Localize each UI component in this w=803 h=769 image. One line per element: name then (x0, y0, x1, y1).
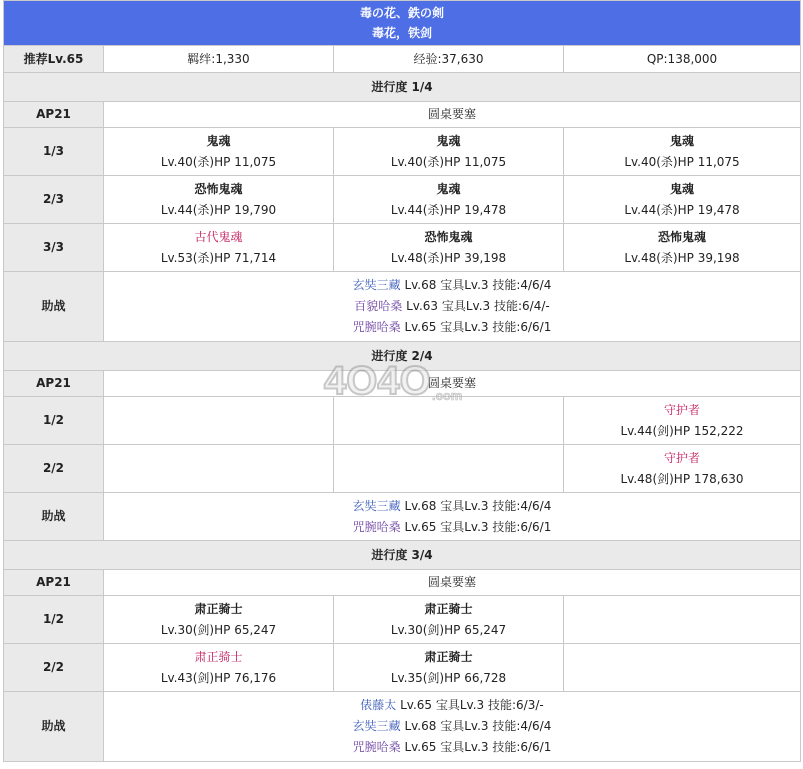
enemy-cell (564, 176, 801, 224)
support-servant-name[interactable]: 玄奘三藏 (352, 278, 401, 292)
enemy-name: 守护者 (664, 450, 701, 465)
wave-row (4, 176, 801, 224)
wave-label: 3/3 (4, 224, 104, 272)
progress-row (4, 541, 801, 570)
enemy-cell (334, 644, 564, 692)
enemy-stats: Lv.48(杀)HP 39,198 (390, 250, 507, 265)
ap-row (4, 570, 801, 596)
support-servant-name[interactable]: 咒腕哈桑 (352, 320, 401, 334)
enemy-stats: Lv.30(剑)HP 65,247 (160, 622, 277, 637)
enemy-cell (564, 128, 801, 176)
enemy-cell (564, 644, 801, 692)
enemy-stats: Lv.48(剑)HP 178,630 (620, 471, 744, 486)
progress-label: 进行度 2/4 (4, 342, 801, 371)
support-servant-detail: Lv.68 宝具Lv.3 技能:4/6/4 (400, 719, 552, 733)
support-servant-detail: Lv.68 宝具Lv.3 技能:4/6/4 (400, 278, 552, 292)
wave-row (4, 397, 801, 445)
wave-label: 1/2 (4, 596, 104, 644)
enemy-name: 守护者 (664, 402, 701, 417)
wave-row (4, 644, 801, 692)
enemy-name: 恐怖鬼魂 (194, 181, 243, 196)
enemy-cell (334, 176, 564, 224)
wave-label: 1/3 (4, 128, 104, 176)
enemy-cell (104, 176, 334, 224)
recommended-level: 推荐Lv.65 (4, 46, 104, 73)
ap-row (4, 102, 801, 128)
support-servant-detail: Lv.65 宝具Lv.3 技能:6/6/1 (400, 519, 552, 534)
enemy-stats: Lv.35(剑)HP 66,728 (390, 670, 507, 685)
enemy-cell (334, 397, 564, 445)
enemy-name: 肃正骑士 (424, 649, 473, 664)
progress-label: 进行度 3/4 (4, 541, 801, 570)
support-servant-name[interactable]: 玄奘三藏 (352, 498, 401, 513)
enemy-name: 鬼魂 (436, 133, 461, 148)
enemy-cell (104, 128, 334, 176)
ap-cost: AP21 (4, 102, 104, 128)
enemy-cell (564, 397, 801, 445)
support-servant-name[interactable]: 百貌哈桑 (354, 299, 403, 313)
quest-info-row (4, 46, 801, 73)
enemy-cell (104, 445, 334, 493)
support-servant-detail: Lv.65 宝具Lv.3 技能:6/6/1 (400, 320, 552, 334)
support-row (4, 692, 801, 762)
wave-label: 1/2 (4, 397, 104, 445)
support-servant-detail: Lv.68 宝具Lv.3 技能:4/6/4 (400, 498, 552, 513)
enemy-cell (104, 644, 334, 692)
quest-subtitle: 毒花，铁剑 (372, 26, 433, 40)
enemy-stats: Lv.44(剑)HP 152,222 (620, 423, 744, 438)
enemy-cell (334, 128, 564, 176)
enemy-cell (564, 224, 801, 272)
watermark-text: 4O4O (324, 359, 431, 403)
enemy-cell (104, 397, 334, 445)
enemy-stats: Lv.53(杀)HP 71,714 (160, 250, 277, 265)
support-entry (104, 275, 800, 296)
support-servant-detail: Lv.65 宝具Lv.3 技能:6/3/- (396, 698, 544, 712)
location-name: 圆桌要塞 (104, 102, 801, 128)
location-name: 圆桌要塞 (104, 371, 801, 397)
enemy-name: 鬼魂 (670, 133, 695, 148)
wave-label: 2/2 (4, 445, 104, 493)
enemy-cell (104, 224, 334, 272)
enemy-name: 肃正骑士 (194, 649, 243, 664)
wave-label: 2/2 (4, 644, 104, 692)
watermark-suffix: .com (432, 388, 463, 403)
support-label: 助战 (4, 493, 104, 541)
support-servant-name[interactable]: 咒腕哈桑 (352, 519, 401, 534)
support-list (104, 272, 801, 342)
support-servant-name[interactable]: 俵藤太 (360, 698, 397, 712)
ap-row (4, 371, 801, 397)
enemy-name: 肃正骑士 (194, 601, 243, 616)
support-row (4, 493, 801, 541)
support-row (4, 272, 801, 342)
enemy-cell (334, 596, 564, 644)
support-entry (104, 737, 800, 758)
support-entry (104, 695, 800, 716)
qp-value: QP:138,000 (564, 46, 801, 73)
ap-cost: AP21 (4, 371, 104, 397)
enemy-name: 恐怖鬼魂 (658, 229, 707, 244)
support-servant-name[interactable]: 玄奘三藏 (352, 719, 401, 733)
support-list (104, 692, 801, 762)
progress-row (4, 342, 801, 371)
wave-row (4, 445, 801, 493)
wave-row (4, 224, 801, 272)
quest-header-row (4, 1, 801, 46)
support-label: 助战 (4, 692, 104, 762)
enemy-cell (334, 445, 564, 493)
enemy-cell (564, 445, 801, 493)
enemy-stats: Lv.44(杀)HP 19,478 (390, 202, 507, 217)
enemy-name: 鬼魂 (436, 181, 461, 196)
enemy-stats: Lv.40(杀)HP 11,075 (624, 154, 740, 169)
enemy-name: 鬼魂 (670, 181, 695, 196)
support-servant-detail: Lv.63 宝具Lv.3 技能:6/4/- (402, 299, 550, 313)
location-name: 圆桌要塞 (104, 570, 801, 596)
enemy-stats: Lv.43(剑)HP 76,176 (160, 670, 277, 685)
support-label: 助战 (4, 272, 104, 342)
enemy-stats: Lv.44(杀)HP 19,790 (160, 202, 277, 217)
bond-value: 羁绊:1,330 (104, 46, 334, 73)
wave-row (4, 128, 801, 176)
support-entry (104, 296, 800, 317)
wave-label: 2/3 (4, 176, 104, 224)
support-entry (104, 317, 800, 338)
support-entry (104, 517, 800, 538)
enemy-name: 肃正骑士 (424, 601, 473, 616)
support-entry (104, 496, 800, 517)
enemy-stats: Lv.40(杀)HP 11,075 (160, 154, 277, 169)
enemy-cell (334, 224, 564, 272)
enemy-stats: Lv.44(杀)HP 19,478 (624, 202, 740, 217)
wave-row (4, 596, 801, 644)
quest-title: 毒の花、鉄の剣 (360, 6, 445, 20)
enemy-stats: Lv.48(杀)HP 39,198 (624, 250, 740, 265)
support-entry (104, 716, 800, 737)
enemy-stats: Lv.30(剑)HP 65,247 (390, 622, 507, 637)
progress-row (4, 73, 801, 102)
enemy-cell (564, 596, 801, 644)
enemy-stats: Lv.40(杀)HP 11,075 (390, 154, 507, 169)
enemy-cell (104, 596, 334, 644)
progress-label: 进行度 1/4 (4, 73, 801, 102)
enemy-name: 恐怖鬼魂 (424, 229, 473, 244)
enemy-name: 古代鬼魂 (194, 229, 243, 244)
exp-value: 经验:37,630 (334, 46, 564, 73)
ap-cost: AP21 (4, 570, 104, 596)
quest-title-cell (4, 1, 801, 46)
support-list (104, 493, 801, 541)
quest-table (3, 0, 801, 762)
enemy-name: 鬼魂 (206, 133, 231, 148)
support-servant-name[interactable]: 咒腕哈桑 (352, 740, 401, 754)
support-servant-detail: Lv.65 宝具Lv.3 技能:6/6/1 (400, 740, 552, 754)
